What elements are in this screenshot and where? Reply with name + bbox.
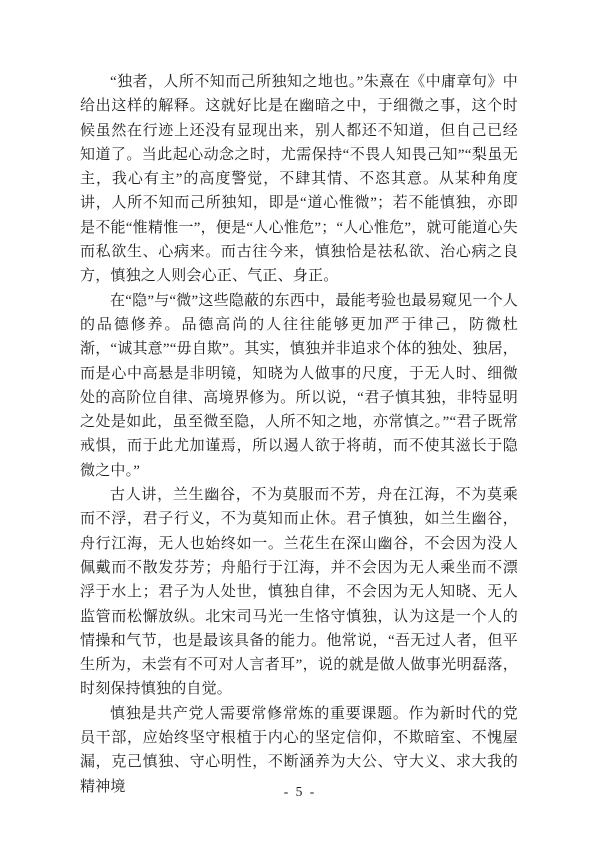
page-footer xyxy=(0,783,600,801)
paragraph-4: 慎独是共产党人需要常修常炼的重要课题。作为新时代的党员干部，应始终坚守根植于内心的坚定信仰，不欺暗室、不愧屋漏，克己慎独、守心明性，不断涵养为大公、守大义、求大我的精神境 xyxy=(80,705,518,795)
page-number: - 5 - xyxy=(283,784,317,799)
paragraph-1: “独者，人所不知而己所独知之地也。”朱熹在《中庸章句》中给出这样的解释。这就好比是在幽暗之中，于细微之事，这个时候虽然在行迹上还没有显现出来，别人都还不知道，但自己已经知道了。当此起心动念之时，尤需保持“不畏人知畏己知”“梨虽无主，我心有主”的高度警觉，不肆其情、不恣其意。从某种角度讲，人所不知而己所独知，即是“道心惟微”；若不能慎独，亦即是不能“惟精惟一”，便是“人心惟危”；“人心惟危”，就可能道心失而私欲生、心病来。而古往今来，慎独恰是祛私欲、治心病之良方，慎独之人则会心正、气正、身正。 xyxy=(80,74,518,285)
document-body xyxy=(80,70,518,799)
paragraph-2: 在“隐”与“微”这些隐蔽的东西中，最能考验也最易窥见一个人的品德修养。品德高尚的人往往能够更加严于律己，防微杜渐，“诚其意”“毋自欺”。其实，慎独并非追求个体的独处、独居，而是心中高悬是非明镜，知晓为人做事的尺度，于无人时、细微处的高阶位自律、高境界修为。所以说，“君子慎其独，非特显明之处是如此，虽至微至隐，人所不知之地，亦常慎之。”“君子既常戒惧，而于此尤加谨焉，所以遏人欲于将萌，而不使其滋长于隐微之中。” xyxy=(80,292,518,479)
paragraph-3: 古人讲，兰生幽谷，不为莫服而不芳，舟在江海，不为莫乘而不浮，君子行义，不为莫知而止休。君子慎独，如兰生幽谷，舟行江海，无人也始终如一。兰花生在深山幽谷，不会因为没人佩戴而不散发芬芳；舟船行于江海，并不会因为无人乘坐而不漂浮于水上；君子为人处世，慎独自律，不会因为无人知晓、无人监管而松懈放纵。北宋司马光一生恪守慎独，认为这是一个人的情操和气节，也是最该具备的能力。他常说，“吾无过人者，但平生所为，未尝有不可对人言者耳”，说的就是做人做事光明磊落，时刻保持慎独的自觉。 xyxy=(80,487,518,698)
